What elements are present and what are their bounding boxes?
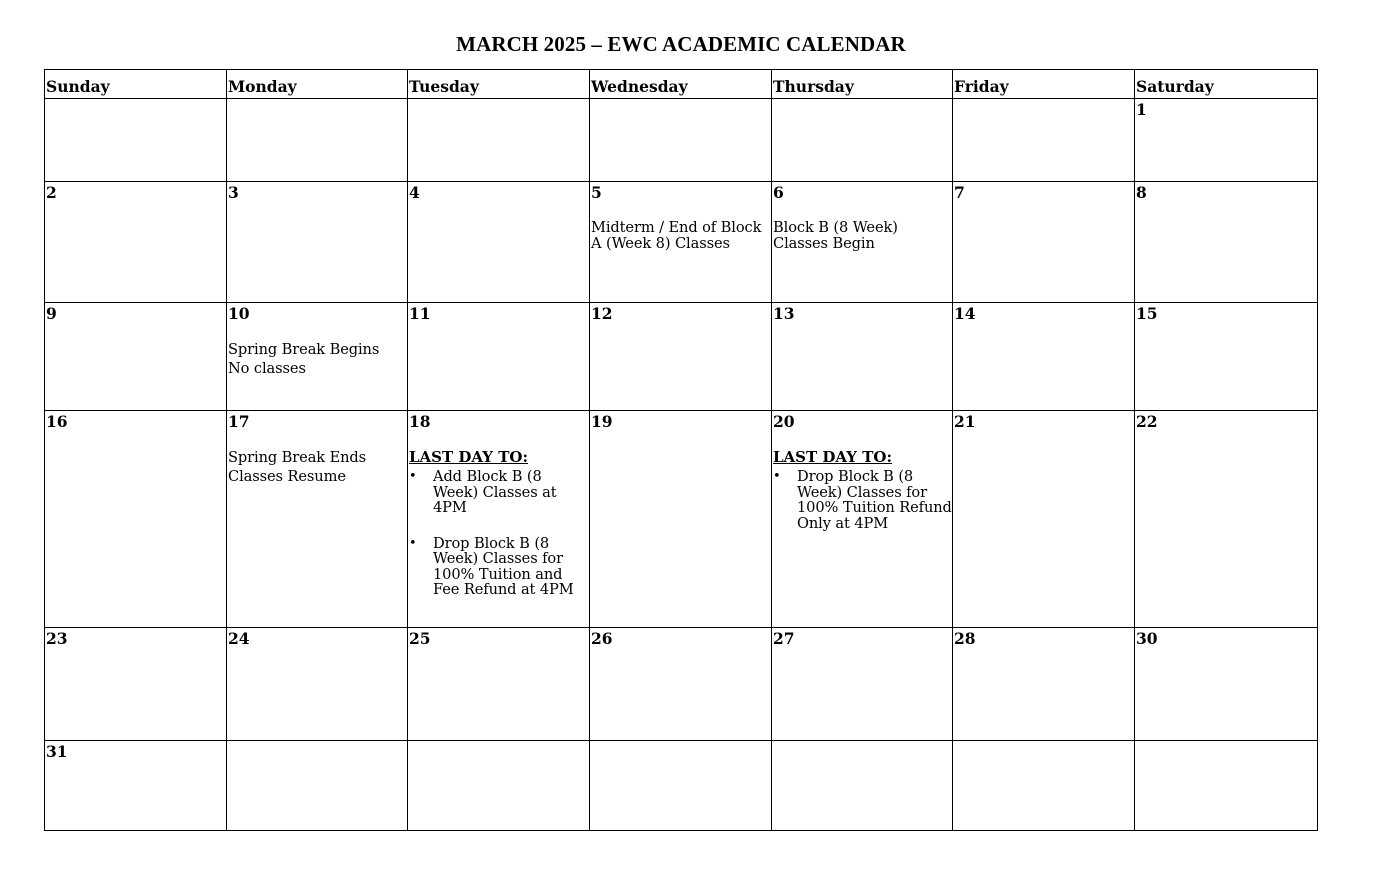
day-number: 7 bbox=[954, 183, 965, 202]
day-number: 9 bbox=[46, 304, 57, 323]
day-number: 10 bbox=[228, 304, 250, 323]
day-number: 2 bbox=[46, 183, 57, 202]
day-number: 31 bbox=[46, 742, 68, 761]
day-cell bbox=[45, 303, 227, 411]
deadline-item: • Drop Block B (8 Week) Classes for 100% Tuition Refund Only at 4PM bbox=[797, 469, 952, 531]
day-number: 3 bbox=[228, 183, 239, 202]
day-cell bbox=[1135, 303, 1318, 411]
day-cell bbox=[408, 411, 590, 628]
weekday-sunday: Sunday bbox=[45, 70, 227, 99]
week-row-5 bbox=[45, 628, 1318, 741]
day-number: 11 bbox=[409, 304, 431, 323]
day-cell bbox=[1135, 411, 1318, 628]
day-cell bbox=[1135, 99, 1318, 182]
day-number: 18 bbox=[409, 412, 431, 431]
day-number: 14 bbox=[954, 304, 976, 323]
weekday-thursday: Thursday bbox=[772, 70, 953, 99]
day-cell bbox=[953, 411, 1135, 628]
week-row-3 bbox=[45, 303, 1318, 411]
day-cell bbox=[590, 411, 772, 628]
day-cell-empty bbox=[772, 99, 953, 182]
day-cell-empty bbox=[1135, 741, 1318, 831]
weekday-friday: Friday bbox=[953, 70, 1135, 99]
day-cell-empty bbox=[953, 99, 1135, 182]
day-cell bbox=[227, 182, 408, 303]
day-cell bbox=[45, 628, 227, 741]
day-number: 21 bbox=[954, 412, 976, 431]
day-cell bbox=[772, 411, 953, 628]
week-row-2 bbox=[45, 182, 1318, 303]
calendar-title: MARCH 2025 – EWC ACADEMIC CALENDAR bbox=[456, 32, 906, 56]
deadline-item: • Add Block B (8 Week) Classes at 4PM bbox=[433, 469, 589, 516]
day-cell bbox=[590, 628, 772, 741]
day-number: 23 bbox=[46, 629, 68, 648]
day-number: 13 bbox=[773, 304, 795, 323]
day-cell-empty bbox=[408, 741, 590, 831]
day-number: 1 bbox=[1136, 100, 1147, 119]
day-cell bbox=[590, 303, 772, 411]
day-cell bbox=[953, 182, 1135, 303]
day-number: 27 bbox=[773, 629, 795, 648]
calendar-grid bbox=[44, 69, 1318, 831]
day-cell bbox=[45, 411, 227, 628]
day-cell-empty bbox=[45, 99, 227, 182]
day-number: 15 bbox=[1136, 304, 1158, 323]
day-number: 5 bbox=[591, 183, 602, 202]
weekday-tuesday: Tuesday bbox=[408, 70, 590, 99]
day-number: 30 bbox=[1136, 629, 1158, 648]
day-number: 16 bbox=[46, 412, 68, 431]
day-cell bbox=[772, 303, 953, 411]
day-cell-empty bbox=[408, 99, 590, 182]
weekday-monday: Monday bbox=[227, 70, 408, 99]
day-cell bbox=[772, 182, 953, 303]
day-cell bbox=[1135, 182, 1318, 303]
day-cell bbox=[590, 182, 772, 303]
event-block-b-begin: Block B (8 Week) Classes Begin bbox=[773, 219, 898, 252]
day-cell bbox=[227, 411, 408, 628]
day-cell-empty bbox=[953, 741, 1135, 831]
day-cell bbox=[45, 182, 227, 303]
day-number: 28 bbox=[954, 629, 976, 648]
event-midterm: Midterm / End of Block A (Week 8) Classes bbox=[591, 219, 762, 252]
day-cell bbox=[227, 628, 408, 741]
day-number: 22 bbox=[1136, 412, 1158, 431]
day-cell bbox=[227, 303, 408, 411]
weekday-saturday: Saturday bbox=[1135, 70, 1318, 99]
week-row-4 bbox=[45, 411, 1318, 628]
event-spring-break-ends: Spring Break Ends Classes Resume bbox=[228, 449, 367, 485]
last-day-heading: LAST DAY TO: bbox=[409, 448, 528, 466]
week-row-1 bbox=[45, 99, 1318, 182]
day-number: 26 bbox=[591, 629, 613, 648]
day-cell bbox=[408, 303, 590, 411]
day-cell-empty bbox=[590, 741, 772, 831]
day-cell bbox=[953, 303, 1135, 411]
deadline-list bbox=[773, 469, 952, 531]
day-cell bbox=[408, 182, 590, 303]
weekday-wednesday: Wednesday bbox=[590, 70, 772, 99]
day-number: 25 bbox=[409, 629, 431, 648]
day-cell-empty bbox=[227, 741, 408, 831]
day-cell-empty bbox=[590, 99, 772, 182]
weekday-header-row bbox=[45, 70, 1318, 99]
day-cell-empty bbox=[772, 741, 953, 831]
day-number: 6 bbox=[773, 183, 784, 202]
day-number: 12 bbox=[591, 304, 613, 323]
day-cell bbox=[1135, 628, 1318, 741]
last-day-heading: LAST DAY TO: bbox=[773, 448, 892, 466]
day-cell bbox=[953, 628, 1135, 741]
day-number: 4 bbox=[409, 183, 420, 202]
day-cell bbox=[45, 741, 227, 831]
week-row-6 bbox=[45, 741, 1318, 831]
day-cell bbox=[772, 628, 953, 741]
day-number: 17 bbox=[228, 412, 250, 431]
day-number: 8 bbox=[1136, 183, 1147, 202]
event-spring-break-begins: Spring Break Begins No classes bbox=[228, 341, 380, 377]
day-cell bbox=[408, 628, 590, 741]
deadline-list bbox=[409, 469, 589, 598]
day-number: 20 bbox=[773, 412, 795, 431]
day-number: 24 bbox=[228, 629, 250, 648]
deadline-item: • Drop Block B (8 Week) Classes for 100% Tuition and Fee Refund at 4PM bbox=[433, 536, 589, 598]
day-cell-empty bbox=[227, 99, 408, 182]
day-number: 19 bbox=[591, 412, 613, 431]
